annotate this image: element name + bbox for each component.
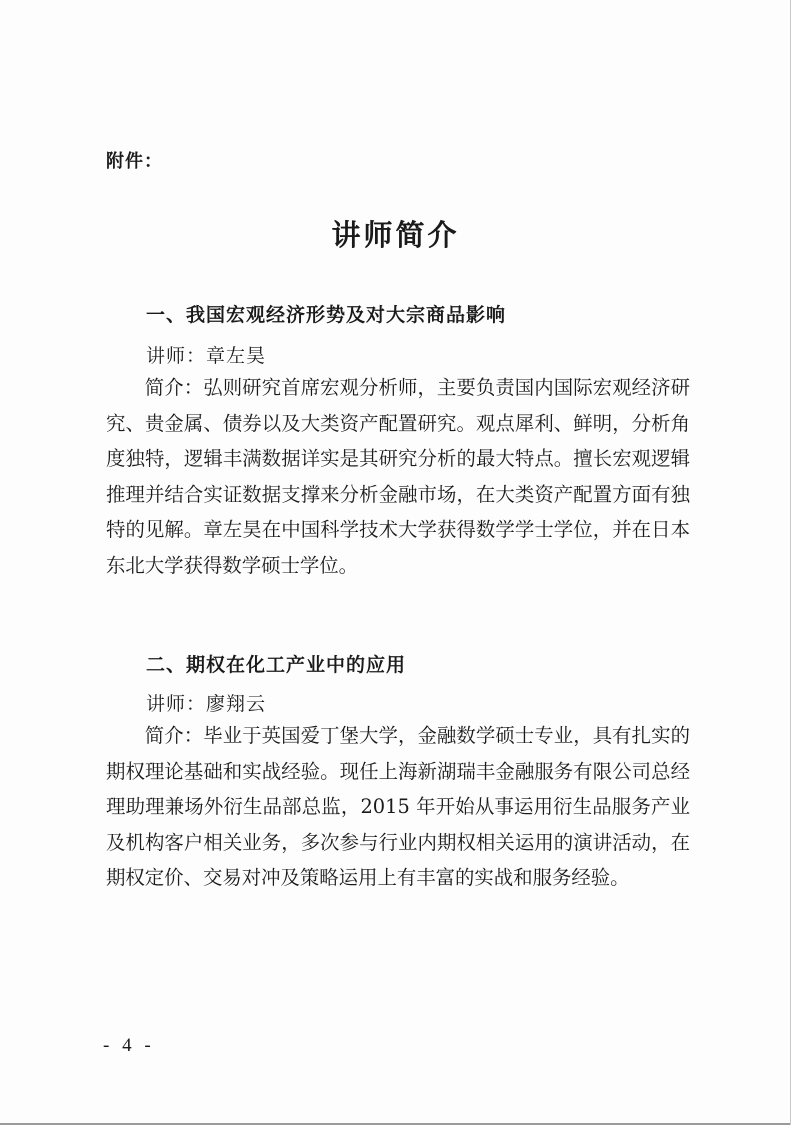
page-number: - 4 - [103, 1035, 155, 1056]
document-title: 讲师简介 [331, 218, 460, 252]
section-2-bio: 简介：毕业于英国爱丁堡大学，金融数学硕士专业，具有扎实的期权理论基础和实战经验。现任上海新湖瑞丰金融服务有限公司总经理助理兼场外衍生品部总监，2015 年开始从事运用衍生品服务产业及机构客户相关业务，多次参与行业内期权相关运用的演讲活动，在期权定价、交易对冲及策略运用上有丰富的实战和服务经验。 [106, 724, 690, 889]
section-1-heading: 一、我国宏观经济形势及对大宗商品影响 [146, 304, 507, 326]
section-1-bio: 简介：弘则研究首席宏观分析师，主要负责国内国际宏观经济研究、贵金属、债券以及大类资产配置研究。观点犀利、鲜明，分析角度独特，逻辑丰满数据详实是其研究分析的最大特点。擅长宏观逻辑推理并结合实证数据支撑来分析金融市场，在大类资产配置方面有独特的见解。章左昊在中国科学技术大学获得数学学士学位，并在日本东北大学获得数学硕士学位。 [106, 376, 690, 577]
section-1-lecturer: 讲师：章左昊 [146, 345, 267, 367]
section-2-heading: 二、期权在化工产业中的应用 [146, 654, 407, 676]
attachment-label: 附件： [106, 151, 163, 172]
section-2-lecturer: 讲师：廖翔云 [146, 693, 267, 715]
